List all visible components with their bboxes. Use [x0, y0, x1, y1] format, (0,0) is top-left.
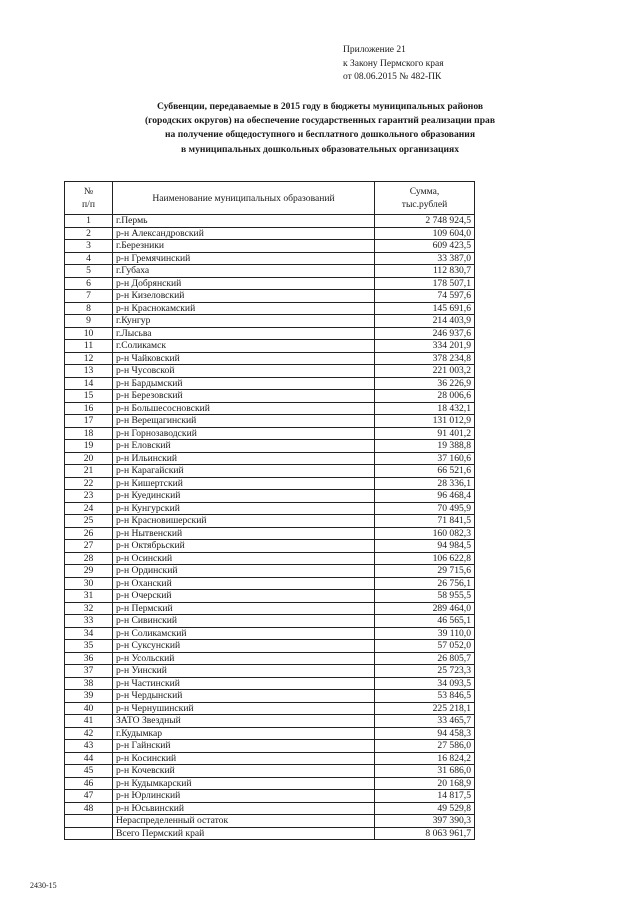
- row-name: р-н Чайковский: [113, 352, 375, 365]
- title-line-2: (городских округов) на обеспечение государственных гарантий реализации прав: [144, 115, 496, 127]
- row-number: 13: [65, 365, 113, 378]
- row-sum: 28 336,1: [375, 477, 475, 490]
- table-header-row: [65, 182, 475, 215]
- row-name: р-н Красновишерский: [113, 515, 375, 528]
- row-sum: 178 507,1: [375, 277, 475, 290]
- table-row: [65, 252, 475, 265]
- row-name: р-н Усольский: [113, 652, 375, 665]
- table-row: [65, 640, 475, 653]
- row-sum: 112 830,7: [375, 265, 475, 278]
- table-row: [65, 615, 475, 628]
- row-sum: 378 234,8: [375, 352, 475, 365]
- row-sum: 46 565,1: [375, 615, 475, 628]
- table-row: [65, 402, 475, 415]
- table-row: [65, 677, 475, 690]
- table-row: [65, 227, 475, 240]
- row-name: р-н Кишертский: [113, 477, 375, 490]
- row-sum: 131 012,9: [375, 415, 475, 428]
- row-number: 10: [65, 327, 113, 340]
- table-row: [65, 690, 475, 703]
- row-number: 36: [65, 652, 113, 665]
- document-title: [60, 100, 580, 157]
- row-sum: 66 521,6: [375, 465, 475, 478]
- row-name: р-н Горнозаводский: [113, 427, 375, 440]
- row-number: 38: [65, 677, 113, 690]
- row-name: р-н Добрянский: [113, 277, 375, 290]
- table-row: [65, 490, 475, 503]
- row-name: р-н Кочевский: [113, 765, 375, 778]
- row-name: ЗАТО Звездный: [113, 715, 375, 728]
- row-sum: 39 110,0: [375, 627, 475, 640]
- row-number: 43: [65, 740, 113, 753]
- row-sum: 8 063 961,7: [375, 827, 475, 840]
- row-sum: 58 955,5: [375, 590, 475, 603]
- header-number-line-2: п/п: [82, 199, 95, 210]
- row-sum: 37 160,6: [375, 452, 475, 465]
- row-sum: 145 691,6: [375, 302, 475, 315]
- header-name: Наименование муниципальных образований: [113, 182, 375, 215]
- row-number: 21: [65, 465, 113, 478]
- table-row: [65, 265, 475, 278]
- table-row: [65, 552, 475, 565]
- table-row: [65, 302, 475, 315]
- row-sum: 14 817,5: [375, 790, 475, 803]
- row-name: р-н Частинский: [113, 677, 375, 690]
- table-row: [65, 590, 475, 603]
- table-row: [65, 827, 475, 840]
- row-number: 35: [65, 640, 113, 653]
- row-sum: 53 846,5: [375, 690, 475, 703]
- row-name: р-н Очерский: [113, 590, 375, 603]
- row-name: г.Соликамск: [113, 340, 375, 353]
- table-row: [65, 790, 475, 803]
- table-row: [65, 665, 475, 678]
- row-sum: 71 841,5: [375, 515, 475, 528]
- row-sum: 109 604,0: [375, 227, 475, 240]
- title-line-3: на получение общедоступного и бесплатного дошкольного образования: [164, 129, 476, 141]
- row-sum: 29 715,6: [375, 565, 475, 578]
- table-row: [65, 465, 475, 478]
- table-row: [65, 627, 475, 640]
- header-number: [65, 182, 113, 215]
- table-row: [65, 315, 475, 328]
- table-row: [65, 815, 475, 828]
- row-name: р-н Карагайский: [113, 465, 375, 478]
- table-row: [65, 477, 475, 490]
- row-number: 40: [65, 702, 113, 715]
- appendix-line-1: Приложение 21: [343, 45, 406, 55]
- row-number: 3: [65, 240, 113, 253]
- row-sum: 609 423,5: [375, 240, 475, 253]
- table-row: [65, 240, 475, 253]
- row-number: 9: [65, 315, 113, 328]
- row-sum: 26 805,7: [375, 652, 475, 665]
- table-row: [65, 377, 475, 390]
- table-row: [65, 327, 475, 340]
- row-number: [65, 827, 113, 840]
- row-number: 26: [65, 527, 113, 540]
- row-sum: 289 464,0: [375, 602, 475, 615]
- row-number: 20: [65, 452, 113, 465]
- row-number: 31: [65, 590, 113, 603]
- row-number: 6: [65, 277, 113, 290]
- table-row: [65, 565, 475, 578]
- row-name: р-н Краснокамский: [113, 302, 375, 315]
- row-name: р-н Юсьвинский: [113, 802, 375, 815]
- table-row: [65, 290, 475, 303]
- row-name: р-н Сивинский: [113, 615, 375, 628]
- row-number: 16: [65, 402, 113, 415]
- row-sum: 28 006,6: [375, 390, 475, 403]
- appendix-note: [343, 44, 444, 85]
- table-row: [65, 540, 475, 553]
- table-row: [65, 502, 475, 515]
- row-sum: 214 403,9: [375, 315, 475, 328]
- header-sum: [375, 182, 475, 215]
- row-number: 14: [65, 377, 113, 390]
- row-sum: 225 218,1: [375, 702, 475, 715]
- row-sum: 36 226,9: [375, 377, 475, 390]
- row-name: Нераспределенный остаток: [113, 815, 375, 828]
- row-sum: 2 748 924,5: [375, 215, 475, 228]
- row-name: р-н Березовский: [113, 390, 375, 403]
- row-sum: 27 586,0: [375, 740, 475, 753]
- row-number: 28: [65, 552, 113, 565]
- row-sum: 18 432,1: [375, 402, 475, 415]
- row-name: р-н Верещагинский: [113, 415, 375, 428]
- row-number: 2: [65, 227, 113, 240]
- header-sum-line-1: Сумма,: [409, 186, 440, 197]
- row-number: 47: [65, 790, 113, 803]
- row-number: 27: [65, 540, 113, 553]
- row-number: 15: [65, 390, 113, 403]
- table-row: [65, 777, 475, 790]
- table-row: [65, 702, 475, 715]
- appendix-line-2: к Закону Пермского края: [343, 58, 444, 69]
- table-body: [65, 215, 475, 840]
- row-sum: 94 984,5: [375, 540, 475, 553]
- title-line-4: в муниципальных дошкольных образовательных организациях: [180, 143, 460, 155]
- row-sum: 221 003,2: [375, 365, 475, 378]
- subvention-table: [64, 181, 475, 840]
- row-name: г.Кудымкар: [113, 727, 375, 740]
- row-name: р-н Кудымкарский: [113, 777, 375, 790]
- row-number: 39: [65, 690, 113, 703]
- row-name: г.Березники: [113, 240, 375, 253]
- row-name: р-н Юрлинский: [113, 790, 375, 803]
- row-name: р-н Большесосновский: [113, 402, 375, 415]
- row-name: р-н Александровский: [113, 227, 375, 240]
- row-sum: 96 468,4: [375, 490, 475, 503]
- row-name: р-н Кизеловский: [113, 290, 375, 303]
- table-row: [65, 515, 475, 528]
- row-name: р-н Уинский: [113, 665, 375, 678]
- row-name: г.Пермь: [113, 215, 375, 228]
- row-name: р-н Осинский: [113, 552, 375, 565]
- table-row: [65, 352, 475, 365]
- table-row: [65, 802, 475, 815]
- row-number: 8: [65, 302, 113, 315]
- row-number: 42: [65, 727, 113, 740]
- row-sum: 106 622,8: [375, 552, 475, 565]
- row-number: 34: [65, 627, 113, 640]
- row-name: р-н Куединский: [113, 490, 375, 503]
- row-number: 17: [65, 415, 113, 428]
- row-number: 18: [65, 427, 113, 440]
- row-name: р-н Гайнский: [113, 740, 375, 753]
- row-sum: 74 597,6: [375, 290, 475, 303]
- table-row: [65, 752, 475, 765]
- row-name: г.Губаха: [113, 265, 375, 278]
- row-number: 45: [65, 765, 113, 778]
- table-row: [65, 390, 475, 403]
- header-sum-line-2: тыс.рублей: [401, 199, 448, 210]
- table-row: [65, 415, 475, 428]
- row-sum: 94 458,3: [375, 727, 475, 740]
- appendix-line-3: от 08.06.2015 № 482-ПК: [343, 72, 442, 82]
- row-sum: 397 390,3: [375, 815, 475, 828]
- row-number: 29: [65, 565, 113, 578]
- row-number: 11: [65, 340, 113, 353]
- table-row: [65, 727, 475, 740]
- row-name: р-н Еловский: [113, 440, 375, 453]
- row-sum: 25 723,3: [375, 665, 475, 678]
- row-name: р-н Чусовской: [113, 365, 375, 378]
- row-number: 41: [65, 715, 113, 728]
- table-row: [65, 340, 475, 353]
- row-number: 4: [65, 252, 113, 265]
- row-number: 48: [65, 802, 113, 815]
- row-number: 24: [65, 502, 113, 515]
- row-number: [65, 815, 113, 828]
- title-line-1: Субвенции, передаваемые в 2015 году в бюджеты муниципальных районов: [156, 101, 484, 112]
- row-number: 5: [65, 265, 113, 278]
- row-name: р-н Гремячинский: [113, 252, 375, 265]
- table-row: [65, 277, 475, 290]
- row-number: 12: [65, 352, 113, 365]
- row-sum: 19 388,8: [375, 440, 475, 453]
- row-number: 37: [65, 665, 113, 678]
- row-number: 23: [65, 490, 113, 503]
- row-number: 25: [65, 515, 113, 528]
- row-name: р-н Бардымский: [113, 377, 375, 390]
- table-row: [65, 365, 475, 378]
- row-name: р-н Чердынский: [113, 690, 375, 703]
- row-number: 7: [65, 290, 113, 303]
- row-sum: 57 052,0: [375, 640, 475, 653]
- table-row: [65, 215, 475, 228]
- table-row: [65, 652, 475, 665]
- table-row: [65, 577, 475, 590]
- row-number: 30: [65, 577, 113, 590]
- row-sum: 160 082,3: [375, 527, 475, 540]
- table-row: [65, 602, 475, 615]
- row-name: г.Кунгур: [113, 315, 375, 328]
- row-name: р-н Кунгурский: [113, 502, 375, 515]
- row-name: р-н Соликамский: [113, 627, 375, 640]
- row-name: г.Лысьва: [113, 327, 375, 340]
- row-number: 46: [65, 777, 113, 790]
- row-name: р-н Пермский: [113, 602, 375, 615]
- row-sum: 34 093,5: [375, 677, 475, 690]
- row-sum: 334 201,9: [375, 340, 475, 353]
- row-sum: 33 387,0: [375, 252, 475, 265]
- row-number: 22: [65, 477, 113, 490]
- row-sum: 26 756,1: [375, 577, 475, 590]
- table-row: [65, 740, 475, 753]
- row-name: р-н Чернушинский: [113, 702, 375, 715]
- row-sum: 49 529,8: [375, 802, 475, 815]
- row-number: 19: [65, 440, 113, 453]
- row-sum: 16 824,2: [375, 752, 475, 765]
- row-sum: 33 465,7: [375, 715, 475, 728]
- document-code: 2430-15: [30, 881, 57, 890]
- row-sum: 246 937,6: [375, 327, 475, 340]
- row-sum: 70 495,9: [375, 502, 475, 515]
- row-name: Всего Пермский край: [113, 827, 375, 840]
- row-name: р-н Ординский: [113, 565, 375, 578]
- row-name: р-н Октябрьский: [113, 540, 375, 553]
- row-sum: 31 686,0: [375, 765, 475, 778]
- table-row: [65, 427, 475, 440]
- table-row: [65, 452, 475, 465]
- table-row: [65, 765, 475, 778]
- row-name: р-н Нытвенский: [113, 527, 375, 540]
- row-number: 44: [65, 752, 113, 765]
- row-name: р-н Косинский: [113, 752, 375, 765]
- row-number: 32: [65, 602, 113, 615]
- row-number: 1: [65, 215, 113, 228]
- row-sum: 91 401,2: [375, 427, 475, 440]
- row-name: р-н Ильинский: [113, 452, 375, 465]
- row-name: р-н Оханский: [113, 577, 375, 590]
- table-row: [65, 715, 475, 728]
- row-sum: 20 168,9: [375, 777, 475, 790]
- row-number: 33: [65, 615, 113, 628]
- header-number-line-1: №: [83, 186, 94, 197]
- table-row: [65, 527, 475, 540]
- row-name: р-н Суксунский: [113, 640, 375, 653]
- table-row: [65, 440, 475, 453]
